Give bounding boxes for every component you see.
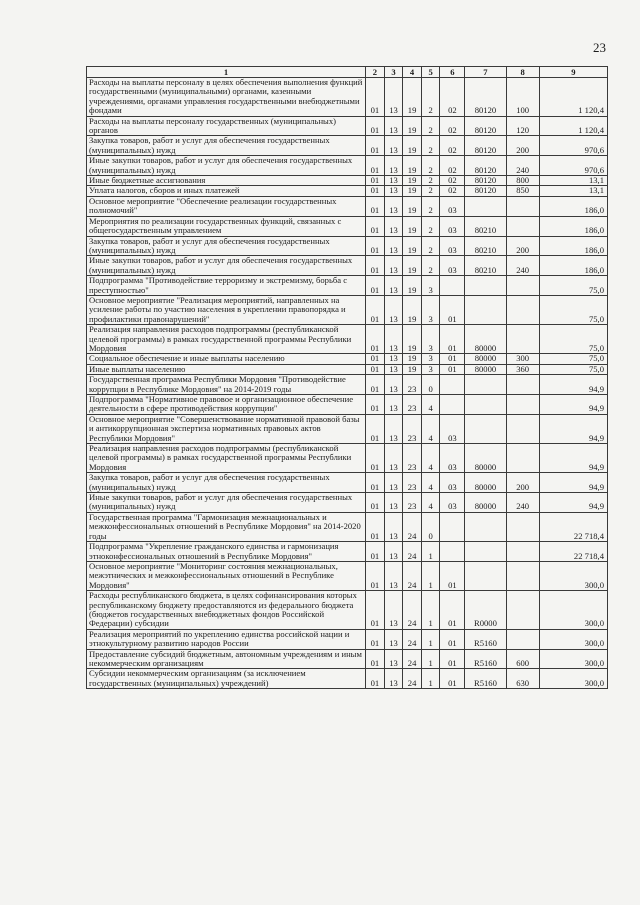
subsection-code-cell: 13 (384, 216, 403, 236)
expense-type-cell: 850 (506, 186, 539, 196)
item-name-cell: Иные закупки товаров, работ и услуг для обеспечения государственных (муниципальных) нужд (87, 256, 366, 276)
subprogram-code-cell: 3 (421, 364, 440, 374)
section-code-cell: 01 (366, 512, 385, 541)
expense-type-cell (506, 591, 539, 630)
header-cell: 7 (465, 67, 506, 78)
direction-code-cell (465, 414, 506, 443)
header-cell: 6 (440, 67, 465, 78)
subsection-code-cell: 13 (384, 375, 403, 395)
measure-code-cell: 01 (440, 295, 465, 324)
subprogram-code-cell: 4 (421, 414, 440, 443)
measure-code-cell: 03 (440, 444, 465, 473)
subprogram-code-cell: 2 (421, 256, 440, 276)
amount-cell: 94,9 (539, 414, 607, 443)
program-code-cell: 19 (403, 256, 422, 276)
program-code-cell: 23 (403, 414, 422, 443)
measure-code-cell: 03 (440, 493, 465, 513)
table-row (87, 276, 608, 296)
section-code-cell: 01 (366, 325, 385, 354)
direction-code-cell (465, 512, 506, 541)
table-row (87, 629, 608, 649)
item-name-cell: Основное мероприятие "Реализация мероприятий, направленных на усиление работы по участию населения в укреплении правопорядка и профилактики правонарушений" (87, 295, 366, 324)
item-name-cell: Иные закупки товаров, работ и услуг для обеспечения государственных (муниципальных) нужд (87, 493, 366, 513)
table-row (87, 176, 608, 186)
table-row (87, 156, 608, 176)
section-code-cell: 01 (366, 136, 385, 156)
expense-type-cell: 120 (506, 116, 539, 136)
subprogram-code-cell: 2 (421, 116, 440, 136)
measure-code-cell (440, 542, 465, 562)
table-row (87, 669, 608, 689)
measure-code-cell: 02 (440, 186, 465, 196)
subsection-code-cell: 13 (384, 542, 403, 562)
amount-cell: 970,6 (539, 156, 607, 176)
program-code-cell: 19 (403, 136, 422, 156)
subprogram-code-cell: 2 (421, 78, 440, 117)
direction-code-cell: R5160 (465, 669, 506, 689)
subsection-code-cell: 13 (384, 325, 403, 354)
measure-code-cell (440, 395, 465, 415)
amount-cell: 186,0 (539, 236, 607, 256)
table-row (87, 256, 608, 276)
amount-cell: 94,9 (539, 375, 607, 395)
measure-code-cell: 01 (440, 629, 465, 649)
measure-code-cell: 03 (440, 414, 465, 443)
measure-code-cell: 03 (440, 236, 465, 256)
program-code-cell: 19 (403, 186, 422, 196)
direction-code-cell: R5160 (465, 629, 506, 649)
subsection-code-cell: 13 (384, 176, 403, 186)
section-code-cell: 01 (366, 561, 385, 590)
subprogram-code-cell: 2 (421, 216, 440, 236)
table-row (87, 116, 608, 136)
subsection-code-cell: 13 (384, 364, 403, 374)
section-code-cell: 01 (366, 354, 385, 364)
program-code-cell: 19 (403, 78, 422, 117)
section-code-cell: 01 (366, 364, 385, 374)
section-code-cell: 01 (366, 186, 385, 196)
direction-code-cell: 80000 (465, 364, 506, 374)
item-name-cell: Уплата налогов, сборов и иных платежей (87, 186, 366, 196)
header-cell: 8 (506, 67, 539, 78)
subprogram-code-cell: 3 (421, 354, 440, 364)
measure-code-cell: 01 (440, 325, 465, 354)
section-code-cell: 01 (366, 669, 385, 689)
expense-type-cell (506, 276, 539, 296)
item-name-cell: Расходы республиканского бюджета, в целях софинансирования которых республиканскому бюджету предоставляются из федерального бюджета (бюджетов государственных внебюджетных фондов Российской Федерации) субсидии (87, 591, 366, 630)
expense-type-cell (506, 196, 539, 216)
amount-cell: 186,0 (539, 196, 607, 216)
item-name-cell: Государственная программа "Гармонизация межнациональных и межконфессиональных отношений в Республике Мордовия" на 2014-2020 годы (87, 512, 366, 541)
subsection-code-cell: 13 (384, 649, 403, 669)
amount-cell: 186,0 (539, 216, 607, 236)
header-cell: 4 (403, 67, 422, 78)
direction-code-cell: R5160 (465, 649, 506, 669)
program-code-cell: 19 (403, 354, 422, 364)
subsection-code-cell: 13 (384, 256, 403, 276)
section-code-cell: 01 (366, 295, 385, 324)
program-code-cell: 19 (403, 116, 422, 136)
measure-code-cell: 01 (440, 669, 465, 689)
program-code-cell: 19 (403, 364, 422, 374)
item-name-cell: Иные бюджетные ассигнования (87, 176, 366, 186)
program-code-cell: 19 (403, 276, 422, 296)
table-row (87, 236, 608, 256)
expense-type-cell (506, 216, 539, 236)
amount-cell: 300,0 (539, 649, 607, 669)
table-row (87, 649, 608, 669)
direction-code-cell: 80120 (465, 136, 506, 156)
subsection-code-cell: 13 (384, 156, 403, 176)
expense-type-cell: 240 (506, 156, 539, 176)
subprogram-code-cell: 1 (421, 561, 440, 590)
amount-cell: 94,9 (539, 473, 607, 493)
measure-code-cell: 03 (440, 216, 465, 236)
program-code-cell: 24 (403, 561, 422, 590)
subsection-code-cell: 13 (384, 395, 403, 415)
direction-code-cell: 80000 (465, 354, 506, 364)
amount-cell: 300,0 (539, 629, 607, 649)
table-body (87, 78, 608, 689)
item-name-cell: Основное мероприятие "Совершенствование нормативной правовой базы и антикоррупционная экспертиза нормативных правовых актов Республики Мордовия" (87, 414, 366, 443)
program-code-cell: 24 (403, 512, 422, 541)
subsection-code-cell: 13 (384, 186, 403, 196)
subprogram-code-cell: 1 (421, 629, 440, 649)
expense-type-cell (506, 295, 539, 324)
expense-type-cell (506, 414, 539, 443)
table-row (87, 295, 608, 324)
expense-type-cell (506, 444, 539, 473)
program-code-cell: 19 (403, 216, 422, 236)
item-name-cell: Закупка товаров, работ и услуг для обеспечения государственных (муниципальных) нужд (87, 136, 366, 156)
subprogram-code-cell: 3 (421, 295, 440, 324)
subsection-code-cell: 13 (384, 236, 403, 256)
section-code-cell: 01 (366, 196, 385, 216)
item-name-cell: Подпрограмма "Нормативное правовое и организационное обеспечение деятельности в сфере противодействия коррупции" (87, 395, 366, 415)
subsection-code-cell: 13 (384, 512, 403, 541)
amount-cell: 186,0 (539, 256, 607, 276)
section-code-cell: 01 (366, 444, 385, 473)
direction-code-cell: 80120 (465, 156, 506, 176)
measure-code-cell: 03 (440, 473, 465, 493)
expense-type-cell (506, 395, 539, 415)
direction-code-cell: 80000 (465, 325, 506, 354)
subprogram-code-cell: 1 (421, 542, 440, 562)
measure-code-cell (440, 512, 465, 541)
measure-code-cell: 03 (440, 256, 465, 276)
section-code-cell: 01 (366, 649, 385, 669)
expense-type-cell: 240 (506, 493, 539, 513)
subprogram-code-cell: 0 (421, 375, 440, 395)
table-row (87, 78, 608, 117)
amount-cell: 94,9 (539, 444, 607, 473)
table-row (87, 561, 608, 590)
subsection-code-cell: 13 (384, 414, 403, 443)
section-code-cell: 01 (366, 116, 385, 136)
subprogram-code-cell: 3 (421, 276, 440, 296)
amount-cell: 1 120,4 (539, 78, 607, 117)
item-name-cell: Реализация мероприятий по укреплению единства российской нации и этнокультурному развитию народов России (87, 629, 366, 649)
item-name-cell: Подпрограмма "Противодействие терроризму и экстремизму, борьба с преступностью" (87, 276, 366, 296)
subsection-code-cell: 13 (384, 669, 403, 689)
header-cell: 9 (539, 67, 607, 78)
direction-code-cell: 80000 (465, 444, 506, 473)
expense-type-cell (506, 512, 539, 541)
expense-type-cell (506, 561, 539, 590)
section-code-cell: 01 (366, 176, 385, 186)
measure-code-cell: 01 (440, 364, 465, 374)
amount-cell: 75,0 (539, 276, 607, 296)
program-code-cell: 19 (403, 236, 422, 256)
table-row (87, 216, 608, 236)
item-name-cell: Реализация направления расходов подпрограммы (республиканской целевой программы) в рамках государственной программы Республики Мордовия (87, 444, 366, 473)
direction-code-cell: 80120 (465, 116, 506, 136)
amount-cell: 300,0 (539, 669, 607, 689)
header-cell: 5 (421, 67, 440, 78)
amount-cell: 75,0 (539, 295, 607, 324)
expense-type-cell: 200 (506, 473, 539, 493)
item-name-cell: Закупка товаров, работ и услуг для обеспечения государственных (муниципальных) нужд (87, 236, 366, 256)
program-code-cell: 24 (403, 591, 422, 630)
item-name-cell: Основное мероприятие "Мониторинг состояния межнациональных, межэтнических и межконфессиональных отношений в Республике Мордовия" (87, 561, 366, 590)
direction-code-cell: 80210 (465, 216, 506, 236)
subsection-code-cell: 13 (384, 276, 403, 296)
subprogram-code-cell: 2 (421, 176, 440, 186)
measure-code-cell: 01 (440, 561, 465, 590)
amount-cell: 300,0 (539, 561, 607, 590)
subsection-code-cell: 13 (384, 629, 403, 649)
program-code-cell: 24 (403, 542, 422, 562)
amount-cell: 13,1 (539, 176, 607, 186)
amount-cell: 75,0 (539, 325, 607, 354)
section-code-cell: 01 (366, 473, 385, 493)
direction-code-cell: 80000 (465, 493, 506, 513)
subsection-code-cell: 13 (384, 444, 403, 473)
amount-cell: 300,0 (539, 591, 607, 630)
direction-code-cell: 80120 (465, 78, 506, 117)
item-name-cell: Предоставление субсидий бюджетным, автономным учреждениям и иным некоммерческим организациям (87, 649, 366, 669)
table-row (87, 414, 608, 443)
table-row (87, 136, 608, 156)
table-row (87, 473, 608, 493)
subprogram-code-cell: 1 (421, 591, 440, 630)
subprogram-code-cell: 3 (421, 325, 440, 354)
program-code-cell: 19 (403, 325, 422, 354)
expense-type-cell: 240 (506, 256, 539, 276)
table-row (87, 493, 608, 513)
section-code-cell: 01 (366, 78, 385, 117)
item-name-cell: Расходы на выплаты персоналу в целях обеспечения выполнения функций государственными (муниципальными) органами, казенными учреждениями, органами управления государственными внебюджетными фондами (87, 78, 366, 117)
expense-type-cell (506, 325, 539, 354)
subsection-code-cell: 13 (384, 354, 403, 364)
item-name-cell: Субсидии некоммерческим организациям (за исключением государственных (муниципальных) учреждений) (87, 669, 366, 689)
measure-code-cell: 02 (440, 156, 465, 176)
program-code-cell: 23 (403, 444, 422, 473)
section-code-cell: 01 (366, 236, 385, 256)
section-code-cell: 01 (366, 542, 385, 562)
subprogram-code-cell: 4 (421, 444, 440, 473)
subprogram-code-cell: 4 (421, 473, 440, 493)
program-code-cell: 24 (403, 669, 422, 689)
amount-cell: 75,0 (539, 364, 607, 374)
direction-code-cell: 80000 (465, 473, 506, 493)
program-code-cell: 24 (403, 629, 422, 649)
page-number: 23 (593, 40, 606, 55)
header-cell: 2 (366, 67, 385, 78)
header-cell: 3 (384, 67, 403, 78)
item-name-cell: Мероприятия по реализации государственных функций, связанных с общегосударственным управлением (87, 216, 366, 236)
direction-code-cell (465, 295, 506, 324)
expense-type-cell: 800 (506, 176, 539, 186)
section-code-cell: 01 (366, 375, 385, 395)
item-name-cell: Государственная программа Республики Мордовия "Противодействие коррупции в Республике Мордовия" на 2014-2019 годы (87, 375, 366, 395)
expense-type-cell (506, 629, 539, 649)
table-row (87, 364, 608, 374)
amount-cell: 75,0 (539, 354, 607, 364)
measure-code-cell: 02 (440, 78, 465, 117)
subsection-code-cell: 13 (384, 196, 403, 216)
subprogram-code-cell: 2 (421, 236, 440, 256)
subsection-code-cell: 13 (384, 473, 403, 493)
item-name-cell: Основное мероприятие "Обеспечение реализации государственных полномочий" (87, 196, 366, 216)
item-name-cell: Реализация направления расходов подпрограммы (республиканской целевой программы) в рамках государственной программы Республики Мордовия (87, 325, 366, 354)
item-name-cell: Закупка товаров, работ и услуг для обеспечения государственных (муниципальных) нужд (87, 473, 366, 493)
expense-type-cell: 600 (506, 649, 539, 669)
subsection-code-cell: 13 (384, 78, 403, 117)
program-code-cell: 19 (403, 295, 422, 324)
direction-code-cell: 80120 (465, 176, 506, 186)
subprogram-code-cell: 2 (421, 186, 440, 196)
subprogram-code-cell: 2 (421, 156, 440, 176)
header-row (87, 67, 608, 78)
table-row (87, 395, 608, 415)
direction-code-cell (465, 375, 506, 395)
subsection-code-cell: 13 (384, 116, 403, 136)
table-row (87, 591, 608, 630)
program-code-cell: 23 (403, 473, 422, 493)
table-row (87, 354, 608, 364)
subprogram-code-cell: 2 (421, 196, 440, 216)
amount-cell: 94,9 (539, 493, 607, 513)
table-row (87, 375, 608, 395)
table-row (87, 542, 608, 562)
expense-type-cell: 200 (506, 236, 539, 256)
item-name-cell: Социальное обеспечение и иные выплаты населению (87, 354, 366, 364)
item-name-cell: Иные закупки товаров, работ и услуг для обеспечения государственных (муниципальных) нужд (87, 156, 366, 176)
amount-cell: 94,9 (539, 395, 607, 415)
table-row (87, 512, 608, 541)
subprogram-code-cell: 1 (421, 669, 440, 689)
header-cell: 1 (87, 67, 366, 78)
subprogram-code-cell: 4 (421, 395, 440, 415)
measure-code-cell: 02 (440, 136, 465, 156)
subsection-code-cell: 13 (384, 561, 403, 590)
expense-type-cell: 200 (506, 136, 539, 156)
amount-cell: 22 718,4 (539, 512, 607, 541)
subsection-code-cell: 13 (384, 136, 403, 156)
expense-type-cell (506, 375, 539, 395)
section-code-cell: 01 (366, 493, 385, 513)
measure-code-cell: 01 (440, 354, 465, 364)
subprogram-code-cell: 0 (421, 512, 440, 541)
table-row (87, 444, 608, 473)
subsection-code-cell: 13 (384, 295, 403, 324)
table-row (87, 186, 608, 196)
section-code-cell: 01 (366, 276, 385, 296)
expense-type-cell: 300 (506, 354, 539, 364)
direction-code-cell (465, 276, 506, 296)
program-code-cell: 19 (403, 156, 422, 176)
section-code-cell: 01 (366, 216, 385, 236)
expense-type-cell: 100 (506, 78, 539, 117)
program-code-cell: 24 (403, 649, 422, 669)
program-code-cell: 23 (403, 395, 422, 415)
item-name-cell: Иные выплаты населению (87, 364, 366, 374)
measure-code-cell: 02 (440, 176, 465, 186)
direction-code-cell: 80210 (465, 256, 506, 276)
measure-code-cell: 01 (440, 649, 465, 669)
measure-code-cell: 01 (440, 591, 465, 630)
measure-code-cell: 03 (440, 196, 465, 216)
program-code-cell: 23 (403, 493, 422, 513)
amount-cell: 22 718,4 (539, 542, 607, 562)
section-code-cell: 01 (366, 395, 385, 415)
program-code-cell: 23 (403, 375, 422, 395)
direction-code-cell (465, 542, 506, 562)
direction-code-cell: R0000 (465, 591, 506, 630)
subprogram-code-cell: 2 (421, 136, 440, 156)
amount-cell: 13,1 (539, 186, 607, 196)
expense-type-cell: 360 (506, 364, 539, 374)
section-code-cell: 01 (366, 414, 385, 443)
expense-type-cell: 630 (506, 669, 539, 689)
direction-code-cell (465, 196, 506, 216)
amount-cell: 1 120,4 (539, 116, 607, 136)
section-code-cell: 01 (366, 156, 385, 176)
program-code-cell: 19 (403, 176, 422, 186)
direction-code-cell: 80120 (465, 186, 506, 196)
amount-cell: 970,6 (539, 136, 607, 156)
expense-type-cell (506, 542, 539, 562)
measure-code-cell: 02 (440, 116, 465, 136)
measure-code-cell (440, 276, 465, 296)
subsection-code-cell: 13 (384, 591, 403, 630)
direction-code-cell (465, 561, 506, 590)
item-name-cell: Подпрограмма "Укрепление гражданского единства и гармонизация этноконфессиональных отношений в Республике Мордовия" (87, 542, 366, 562)
direction-code-cell (465, 395, 506, 415)
section-code-cell: 01 (366, 629, 385, 649)
subprogram-code-cell: 4 (421, 493, 440, 513)
program-code-cell: 19 (403, 196, 422, 216)
direction-code-cell: 80210 (465, 236, 506, 256)
section-code-cell: 01 (366, 591, 385, 630)
subprogram-code-cell: 1 (421, 649, 440, 669)
measure-code-cell (440, 375, 465, 395)
section-code-cell: 01 (366, 256, 385, 276)
table-row (87, 196, 608, 216)
item-name-cell: Расходы на выплаты персоналу государственных (муниципальных) органов (87, 116, 366, 136)
subsection-code-cell: 13 (384, 493, 403, 513)
budget-table (86, 66, 608, 689)
table-row (87, 325, 608, 354)
